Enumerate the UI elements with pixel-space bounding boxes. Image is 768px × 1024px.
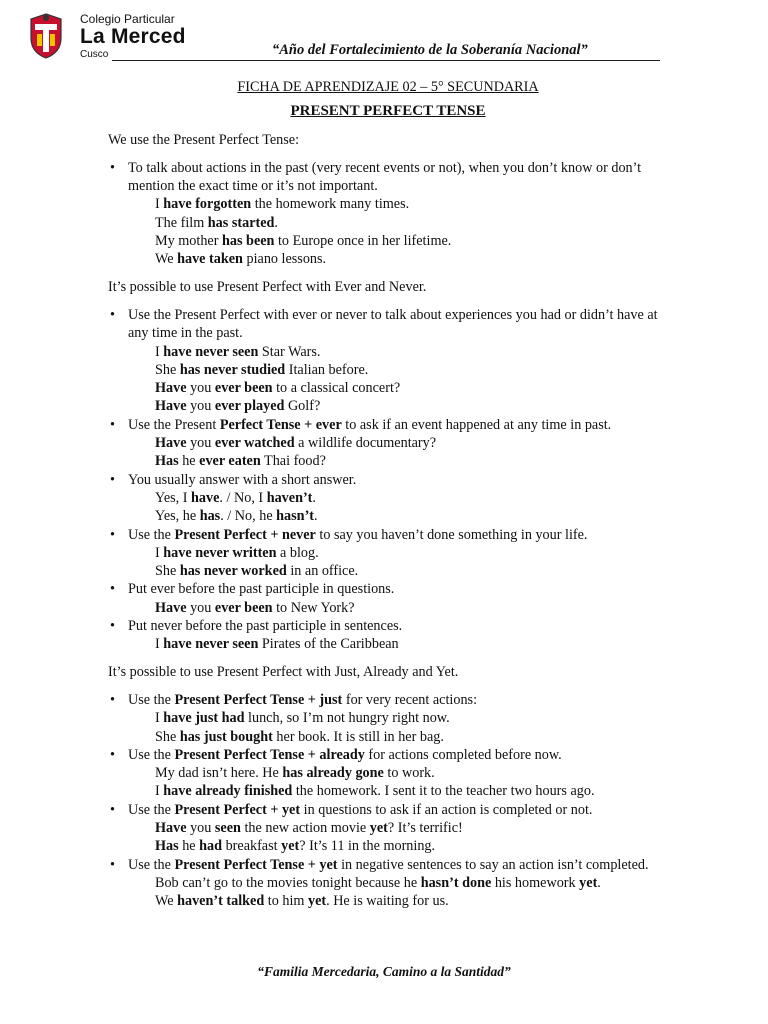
emphasis-text: yet: [281, 838, 300, 855]
emphasis-text: has started: [207, 214, 275, 231]
example-sentence: Have you seen the new action movie yet? It’s terrific!: [155, 819, 463, 836]
example-sentence: She has never studied Italian before.: [155, 361, 369, 378]
example-sentence: Bob can’t go to the movies tonight because he hasn’t done his homework yet.: [155, 874, 601, 891]
bullet-item: • To talk about actions in the past (very recent events or not), when you don’t know or don’t mention the exact time or it’s not important.: [108, 159, 668, 196]
emphasis-text: has never worked: [179, 563, 287, 580]
emphasis-text: has just bought: [179, 728, 273, 745]
section-heading-just-already-yet: It’s possible to use Present Perfect with Just, Already and Yet.: [108, 663, 459, 680]
emphasis-text: have never seen: [163, 343, 259, 360]
example-sentence: Have you ever been to New York?: [155, 599, 355, 616]
page-header: [22, 8, 662, 64]
emphasis-text: Perfect Tense + ever: [219, 416, 342, 433]
example-sentence: Has he ever eaten Thai food?: [155, 453, 326, 470]
header-divider: [112, 60, 660, 61]
example-sentence: We haven’t talked to him yet. He is waiting for us.: [155, 893, 449, 910]
emphasis-text: has never studied: [179, 361, 286, 378]
document-subtitle: FICHA DE APRENDIZAJE 02 – 5° SECUNDARIA: [237, 79, 539, 95]
header-motto: “Año del Fortalecimiento de la Soberanía Nacional”: [272, 42, 588, 58]
example-sentence: She has never worked in an office.: [155, 563, 359, 580]
bullet-item: • You usually answer with a short answer.: [108, 471, 668, 489]
emphasis-text: yet: [369, 819, 388, 836]
emphasis-text: have forgotten: [163, 196, 252, 213]
emphasis-text: Has: [155, 838, 179, 855]
emphasis-text: have: [191, 489, 220, 506]
bullet-item: • Use the Present Perfect Tense + already for actions completed before now.: [108, 746, 668, 764]
example-sentence: Yes, he has. / No, he hasn’t.: [155, 508, 318, 525]
emphasis-text: Present Perfect + never: [174, 526, 316, 543]
example-sentence: She has just bought her book. It is still in her bag.: [155, 728, 444, 745]
bullet-item: • Use the Present Perfect with ever or never to talk about experiences you had or didn’t have at any time in the past.: [108, 306, 668, 343]
emphasis-text: yet: [307, 893, 327, 910]
emphasis-text: has already gone: [282, 765, 384, 782]
emphasis-text: haven’t talked: [177, 893, 265, 910]
emphasis-text: yet: [579, 874, 598, 891]
emphasis-text: hasn’t done: [420, 874, 492, 891]
emphasis-text: haven’t: [266, 489, 313, 506]
document-title: PRESENT PERFECT TENSE: [290, 103, 486, 120]
emphasis-text: has been: [222, 233, 275, 250]
emphasis-text: Have: [155, 398, 187, 415]
emphasis-text: Present Perfect Tense + already: [174, 746, 365, 763]
emphasis-text: have already finished: [163, 783, 293, 800]
emphasis-text: seen: [214, 819, 241, 836]
emphasis-text: ever been: [214, 380, 273, 397]
example-sentence: Have you ever played Golf?: [155, 398, 321, 415]
example-sentence: My dad isn’t here. He has already gone to work.: [155, 765, 435, 782]
intro-text: We use the Present Perfect Tense:: [108, 131, 300, 148]
emphasis-text: Have: [155, 599, 187, 616]
document-body: [108, 78, 668, 910]
bullet-item: • Use the Present Perfect Tense + just for very recent actions:: [108, 691, 668, 709]
emphasis-text: have never written: [163, 544, 277, 561]
bullet-item: • Use the Present Perfect Tense + yet in negative sentences to say an action isn’t completed.: [108, 856, 668, 874]
emphasis-text: ever eaten: [199, 453, 261, 470]
example-sentence: I have never seen Star Wars.: [155, 343, 321, 360]
example-sentence: Yes, I have. / No, I haven’t.: [155, 489, 316, 506]
emphasis-text: hasn’t: [276, 508, 315, 525]
example-sentence: I have never written a blog.: [155, 544, 319, 561]
bullet-item: • Use the Present Perfect + yet in questions to ask if an action is completed or not.: [108, 801, 668, 819]
example-sentence: I have never seen Pirates of the Caribbean: [155, 636, 399, 653]
bullet-item: • Use the Present Perfect + never to say you haven’t done something in your life.: [108, 526, 668, 544]
bullet-item: • Use the Present Perfect Tense + ever to ask if an event happened at any time in past.: [108, 416, 668, 434]
example-sentence: I have forgotten the homework many times.: [155, 196, 410, 213]
bullet-item: • Put never before the past participle in sentences.: [108, 617, 668, 635]
emphasis-text: Have: [155, 819, 187, 836]
emphasis-text: had: [199, 838, 223, 855]
emphasis-text: have just had: [163, 710, 245, 727]
school-city: Cusco: [80, 49, 109, 60]
emphasis-text: Have: [155, 435, 187, 452]
school-name: La Merced: [80, 25, 186, 48]
emphasis-text: ever watched: [214, 435, 295, 452]
example-sentence: Has he had breakfast yet? It’s 11 in the morning.: [155, 838, 436, 855]
example-sentence: Have you ever watched a wildlife documentary?: [155, 435, 437, 452]
page-footer: “Familia Mercedaria, Camino a la Santidad”: [257, 964, 511, 979]
example-sentence: Have you ever been to a classical concert?: [155, 380, 401, 397]
emphasis-text: Has: [155, 453, 179, 470]
example-sentence: My mother has been to Europe once in her lifetime.: [155, 233, 452, 250]
emphasis-text: ever been: [214, 599, 273, 616]
emphasis-text: has: [199, 508, 221, 525]
emphasis-text: Present Perfect Tense + yet: [174, 856, 338, 873]
school-line1: Colegio Particular: [80, 12, 175, 26]
school-crest-icon: [26, 12, 66, 60]
section-heading-ever-never: It’s possible to use Present Perfect with Ever and Never.: [108, 278, 427, 295]
example-sentence: I have just had lunch, so I’m not hungry right now.: [155, 710, 450, 727]
emphasis-text: Present Perfect + yet: [174, 801, 301, 818]
emphasis-text: have never seen: [163, 636, 259, 653]
emphasis-text: have taken: [177, 251, 243, 268]
example-sentence: The film has started.: [155, 214, 278, 231]
example-sentence: We have taken piano lessons.: [155, 251, 327, 268]
example-sentence: I have already finished the homework. I sent it to the teacher two hours ago.: [155, 783, 595, 800]
bullet-item: • Put ever before the past participle in questions.: [108, 580, 668, 598]
emphasis-text: ever played: [214, 398, 285, 415]
emphasis-text: Present Perfect Tense + just: [174, 691, 343, 708]
emphasis-text: Have: [155, 380, 187, 397]
